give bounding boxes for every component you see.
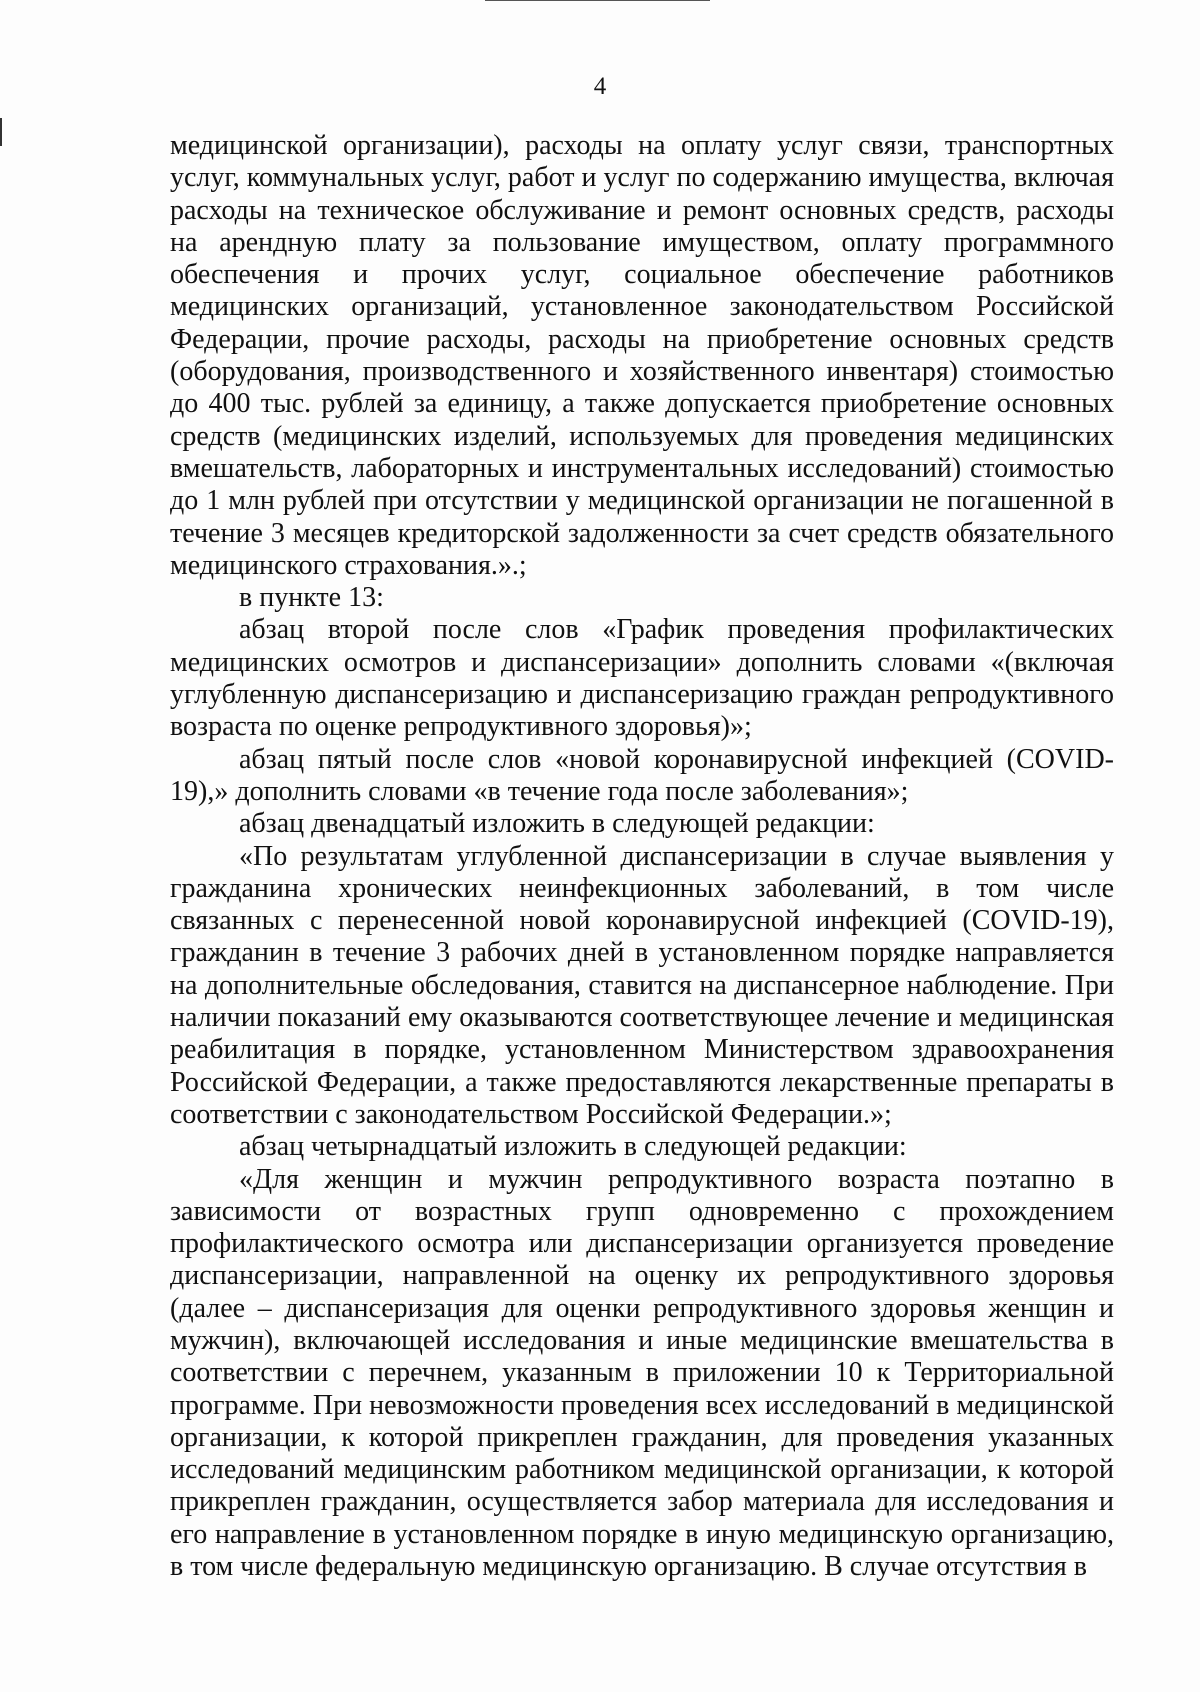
paragraph-amend-fifth: абзац пятый после слов «новой коронавирусной инфекцией (COVID-19),» дополнить словами «в течение года после заболевания»; bbox=[170, 743, 1114, 807]
scan-margin-mark bbox=[0, 118, 2, 146]
paragraph-amend-twelfth-intro: абзац двенадцатый изложить в следующей редакции: bbox=[239, 808, 875, 840]
page-number: 4 bbox=[593, 73, 607, 100]
paragraph-amend-twelfth-text: «По результатам углубленной диспансеризации в случае выявления у гражданина хронических неинфекционных заболеваний, в том числе связанных с перенесенной новой коронавирусной инфекцией (COVID-19), гражданин в течение 3 рабочих дней в установленном порядке направляется на дополнительные обследования, ставится на диспансерное наблюдение. При наличии показаний ему оказываются соответствующее лечение и медицинская реабилитация в порядке, установленном Министерством здравоохранения Российской Федерации, а также предоставляются лекарственные препараты в соответствии с законодательством Российской Федерации.»; bbox=[170, 840, 1114, 1130]
top-edge-rule bbox=[485, 0, 710, 1]
paragraph-amend-fourteenth-text: «Для женщин и мужчин репродуктивного возраста поэтапно в зависимости от возрастных групп одновременно с прохождением профилактического осмотра или диспансеризации организуется проведение диспансеризации, направленной на оценку их репродуктивного здоровья (далее – диспансеризация для оценки репродуктивного здоровья женщин и мужчин), включающей исследования и иные медицинские вмешательства в соответствии с перечнем, указанным в приложении 10 к Территориальной программе. При невозможности проведения всех исследований в медицинской организации, к которой прикреплен гражданин, для проведения указанных исследований медицинским работником медицинской организации, к которой прикреплен гражданин, осуществляется забор материала для исследования и его направление в установленном порядке в иную медицинскую организацию, в том числе федеральную медицинскую организацию. В случае отсутствия в bbox=[170, 1163, 1114, 1583]
paragraph-amend-second: абзац второй после слов «График проведения профилактических медицинских осмотров и диспансеризации» дополнить словами «(включая углубленную диспансеризацию и диспансеризацию граждан репродуктивного возраста по оценке репродуктивного здоровья)»; bbox=[170, 614, 1114, 743]
document-body bbox=[170, 130, 1114, 1583]
paragraph-continued-expenses: медицинской организации), расходы на оплату услуг связи, транспортных услуг, коммунальных услуг, работ и услуг по содержанию имущества, включая расходы на техническое обслуживание и ремонт основных средств, расходы на арендную плату за пользование имуществом, оплату программного обеспечения и прочих услуг, социальное обеспечение работников медицинских организаций, установленное законодательством Российской Федерации, прочие расходы, расходы на приобретение основных средств (оборудования, производственного и хозяйственного инвентаря) стоимостью до 400 тыс. рублей за единицу, а также допускается приобретение основных средств (медицинских изделий, используемых для проведения медицинских вмешательств, лабораторных и инструментальных исследований) стоимостью до 1 млн рублей при отсутствии у медицинской организации не погашенной в течение 3 месяцев кредиторской задолженности за счет средств обязательного медицинского страхования.».; bbox=[170, 130, 1114, 581]
paragraph-point-13-intro: в пункте 13: bbox=[239, 582, 384, 614]
paragraph-amend-fourteenth-intro: абзац четырнадцатый изложить в следующей редакции: bbox=[239, 1131, 907, 1163]
